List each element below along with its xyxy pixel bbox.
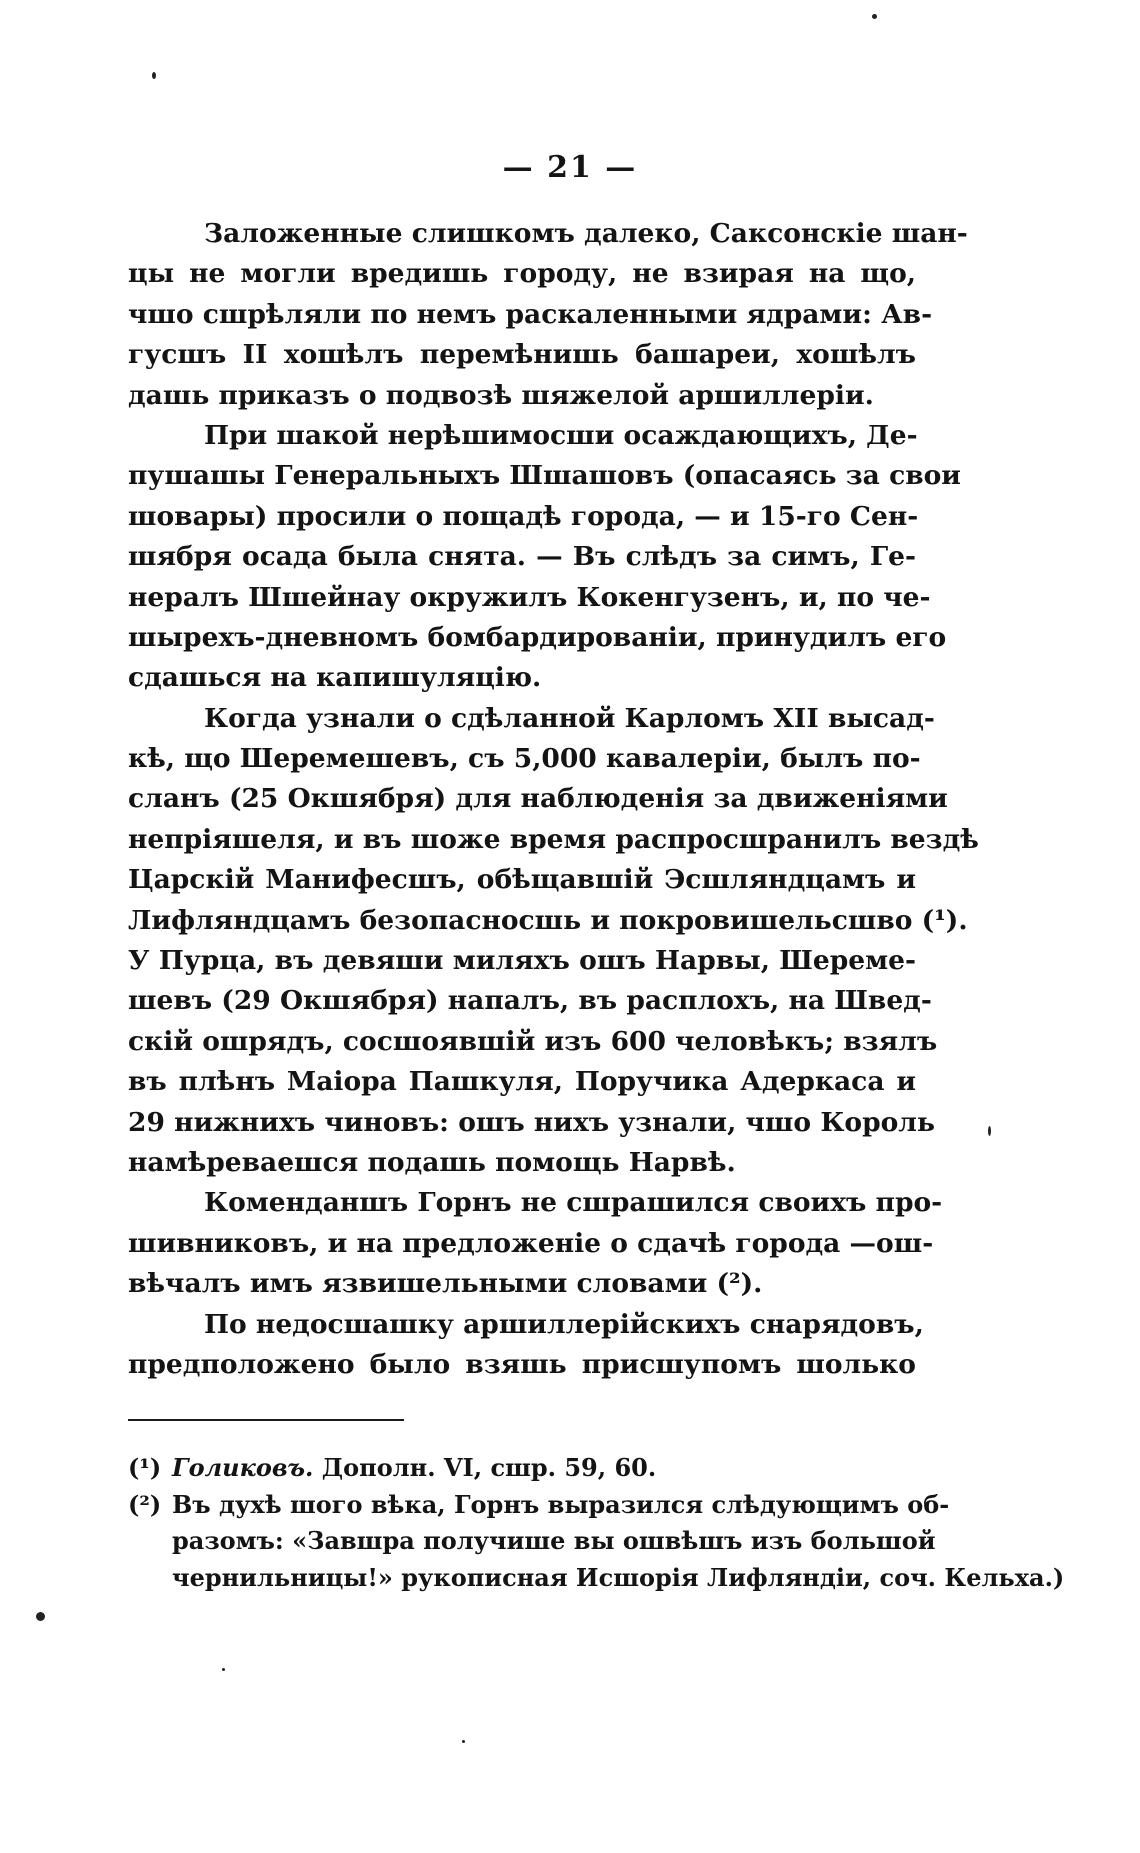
scan-speck [36,1612,45,1621]
footnote-mark: (¹) [128,1453,162,1482]
footnote-line [128,1450,918,1487]
text-line: При шакой нерѣшимосши осаждающихъ, Де- [204,419,918,451]
text-line: скій ошрядъ, сосшоявшій изъ 600 человѣкъ; взялъ [128,1025,938,1057]
text-line: пушашы Генеральныхъ Шшашовъ (опасаясь за свои [128,460,961,492]
footnote-rule [128,1419,404,1421]
text-line: шевъ (29 Окшября) напалъ, въ расплохъ, на Швед- [128,985,932,1017]
footnote-text: разомъ: «Завшра получише вы ошвѣшъ изъ большой [172,1526,936,1555]
text-line: Заложенные слишкомъ далеко, Саксонскіе шан- [204,218,968,249]
footnotes [128,1450,1065,1596]
footnote-author: Голиковъ. [172,1453,314,1482]
scan-speck [872,14,877,19]
text-line: шовары) просили о пощадѣ города, — и 15-го Сен- [128,500,919,532]
footnote-text: чернильницы!» рукописная Исшорія Лифляндіи, соч. Кельха.) [172,1562,1065,1592]
footnote-line [128,1523,936,1560]
text-line: нералъ Шшейнау окружилъ Кокенгузенъ, и, по че- [128,581,931,613]
text-line: цы не могли вредишь городу, не взирая на що, [128,258,916,290]
page-number: — 21 — [502,150,638,185]
text-line: кѣ, що Шеремешевъ, съ 5,000 кавалеріи, былъ по- [128,743,921,775]
scan-speck [988,1126,991,1136]
text-line: шырехъ-дневномъ бомбардированіи, принудилъ его [128,621,947,653]
text-line: шября осада была снята. — Въ слѣдъ за симъ, Ге- [128,541,916,573]
text-line: шивниковъ, и на предложеніе о сдачѣ города —ош- [128,1227,934,1259]
text-line: намѣреваешся подашь помощь Нарвѣ. [128,1146,736,1178]
text-line: сланъ (25 Окшября) для наблюденія за движеніями [128,783,948,815]
footnote-text: Въ духѣ шого вѣка, Горнъ выразился слѣдующимъ об- [172,1489,950,1519]
footnote-line [128,1560,1065,1597]
text-line: въ плѣнъ Маіора Пашкуля, Поручика Адеркаса и [128,1066,916,1098]
scan-speck [222,1668,225,1671]
text-line: дашь приказъ о подвозѣ шяжелой аршиллеріи. [128,379,874,411]
footnote-mark: (²) [128,1489,162,1519]
text-line: гусшъ II хошѣлъ перемѣнишь башареи, хошѣлъ [128,339,916,371]
text-line: Когда узнали о сдѣланной Карломъ XII высад- [204,702,935,734]
text-line: Царскій Манифесшъ, обѣщавшій Эсшляндцамъ и [128,864,916,896]
text-line: Лифляндцамъ безопасносшь и покровишельсшво (¹). [128,904,968,936]
body-text [128,214,979,1385]
text-line: вѣчалъ имъ язвишельными словами (²). [128,1268,763,1300]
text-line: По недосшашку аршиллерійскихъ снарядовъ, [204,1308,924,1340]
text-line: непріяшеля, и въ шоже время распросшранилъ вездѣ [128,823,979,855]
footnote-citation: Дополн. VI, сшр. 59, 60. [313,1453,657,1482]
scan-speck [152,72,156,79]
footnote-line [128,1487,950,1524]
text-line: сдашься на капишуляцію. [128,662,542,694]
text-line: предположено было взяшь присшупомъ шолько [128,1348,916,1380]
text-line: Коменданшъ Горнъ не сшрашился своихъ про- [204,1187,943,1219]
scan-speck [462,1740,465,1743]
footnote-text [172,1453,656,1482]
text-line: 29 нижнихъ чиновъ: ошъ нихъ узнали, чшо Король [128,1106,935,1138]
text-line: У Пурца, въ девяши миляхъ ошъ Нарвы, Шереме- [128,945,916,977]
text-line: чшо сшрѣляли по немъ раскаленными ядрами: Ав- [128,298,933,330]
